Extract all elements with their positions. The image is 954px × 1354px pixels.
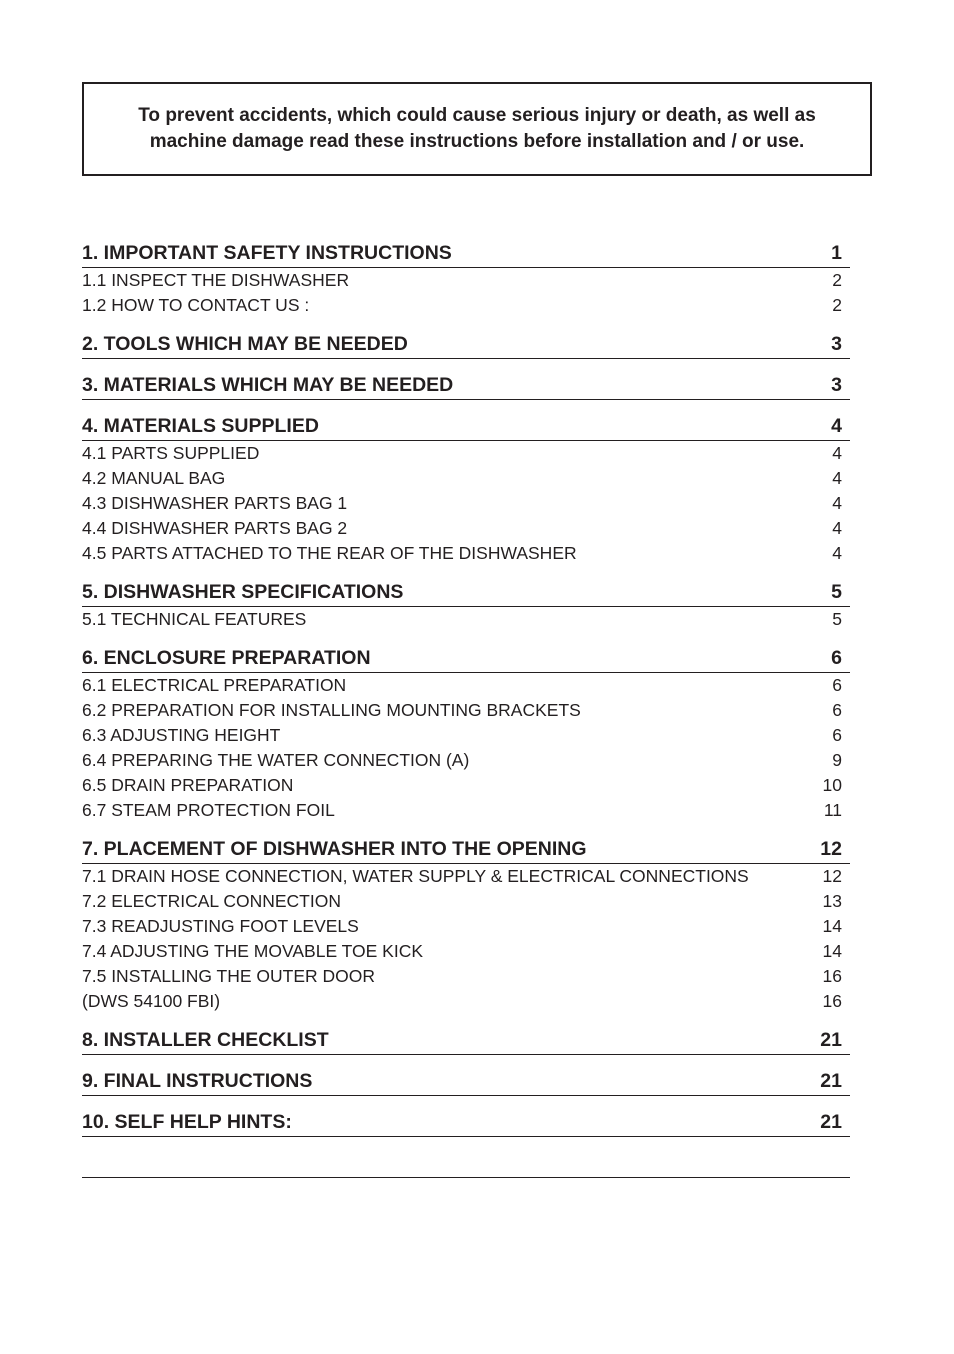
toc-item[interactable] — [82, 541, 850, 566]
toc-item-page: 6 — [832, 700, 842, 720]
toc-item-page: 13 — [822, 891, 842, 911]
toc-item[interactable] — [82, 914, 850, 939]
toc-section — [82, 413, 850, 566]
toc-section — [82, 331, 850, 359]
toc-item-title: 4.4 DISHWASHER PARTS BAG 2 — [82, 518, 348, 538]
toc-section — [82, 1027, 850, 1055]
toc-heading-title: 2. TOOLS WHICH MAY BE NEEDED — [82, 333, 408, 355]
toc-section — [82, 1068, 850, 1096]
toc-heading-title: 5. DISHWASHER SPECIFICATIONS — [82, 581, 404, 603]
toc-item-title: 5.1 TECHNICAL FEATURES — [82, 609, 307, 629]
toc-item-page: 2 — [832, 295, 842, 315]
toc-heading[interactable] — [82, 240, 850, 268]
toc-item[interactable] — [82, 466, 850, 491]
toc-heading-title: 10. SELF HELP HINTS: — [82, 1111, 292, 1133]
toc-item-title: 6.3 ADJUSTING HEIGHT — [82, 725, 281, 745]
toc-item-page: 16 — [822, 991, 842, 1011]
toc-item-page: 11 — [823, 800, 842, 820]
toc-heading-page: 1 — [831, 242, 842, 264]
toc-heading-title: 7. PLACEMENT OF DISHWASHER INTO THE OPENING — [82, 838, 587, 860]
toc-item[interactable] — [82, 773, 850, 798]
toc-item-title: 6.5 DRAIN PREPARATION — [82, 775, 294, 795]
toc-heading-page: 21 — [820, 1111, 842, 1133]
toc-section — [82, 240, 850, 318]
toc-item-page: 10 — [822, 775, 842, 795]
toc-item[interactable] — [82, 864, 850, 889]
toc-heading-title: 4. MATERIALS SUPPLIED — [82, 415, 319, 437]
toc-item-title: 7.1 DRAIN HOSE CONNECTION, WATER SUPPLY & ELECTRICAL CONNECTIONS — [82, 866, 749, 886]
warning-line-2: machine damage read these instructions before installation and / or use. — [149, 131, 805, 152]
toc-item[interactable] — [82, 748, 850, 773]
toc-heading[interactable] — [82, 372, 850, 400]
toc-heading[interactable] — [82, 413, 850, 441]
toc-heading[interactable] — [82, 836, 850, 864]
toc-item-title: 4.3 DISHWASHER PARTS BAG 1 — [82, 493, 348, 513]
toc-heading-title: 1. IMPORTANT SAFETY INSTRUCTIONS — [82, 242, 452, 264]
toc-item[interactable] — [82, 723, 850, 748]
toc-item-title: 6.4 PREPARING THE WATER CONNECTION (A) — [82, 750, 470, 770]
toc-item-page: 6 — [832, 675, 842, 695]
table-of-contents — [82, 240, 850, 1150]
toc-heading-page: 4 — [831, 415, 842, 437]
toc-item-page: 6 — [832, 725, 842, 745]
toc-item-page: 14 — [822, 941, 842, 961]
toc-item-page: 16 — [822, 966, 842, 986]
toc-item[interactable] — [82, 798, 850, 823]
toc-item-title: 7.2 ELECTRICAL CONNECTION — [82, 891, 341, 911]
end-divider — [82, 1177, 850, 1178]
toc-item-title: 7.4 ADJUSTING THE MOVABLE TOE KICK — [82, 941, 424, 961]
toc-heading-title: 3. MATERIALS WHICH MAY BE NEEDED — [82, 374, 454, 396]
safety-warning-box — [82, 82, 872, 176]
toc-heading-title: 8. INSTALLER CHECKLIST — [82, 1029, 329, 1051]
toc-heading-page: 5 — [831, 581, 842, 603]
toc-item[interactable] — [82, 673, 850, 698]
toc-item-title: 4.1 PARTS SUPPLIED — [82, 443, 260, 463]
toc-item-page: 2 — [832, 270, 842, 290]
toc-item-page: 4 — [832, 468, 842, 488]
toc-item-page: 5 — [832, 609, 842, 629]
toc-item[interactable] — [82, 939, 850, 964]
safety-warning-text — [114, 103, 840, 155]
toc-heading[interactable] — [82, 1109, 850, 1137]
toc-item[interactable] — [82, 889, 850, 914]
toc-item-title: 6.2 PREPARATION FOR INSTALLING MOUNTING BRACKETS — [82, 700, 581, 720]
toc-item-title: 1.2 HOW TO CONTACT US : — [82, 295, 310, 315]
toc-heading[interactable] — [82, 579, 850, 607]
toc-item[interactable] — [82, 607, 850, 632]
toc-item-page: 14 — [822, 916, 842, 936]
toc-item[interactable] — [82, 516, 850, 541]
toc-heading[interactable] — [82, 331, 850, 359]
toc-item-page: 9 — [832, 750, 842, 770]
toc-item-page: 4 — [832, 443, 842, 463]
toc-heading-page: 21 — [820, 1070, 842, 1092]
toc-item[interactable] — [82, 989, 850, 1014]
toc-heading-title: 9. FINAL INSTRUCTIONS — [82, 1070, 313, 1092]
warning-line-1: To prevent accidents, which could cause serious injury or death, as well as — [138, 105, 816, 126]
toc-section — [82, 1109, 850, 1137]
toc-section — [82, 836, 850, 1014]
toc-heading-page: 12 — [820, 838, 842, 860]
toc-heading-page: 6 — [831, 647, 842, 669]
toc-item[interactable] — [82, 698, 850, 723]
toc-heading[interactable] — [82, 1027, 850, 1055]
toc-item-title: 6.1 ELECTRICAL PREPARATION — [82, 675, 347, 695]
toc-item[interactable] — [82, 964, 850, 989]
toc-section — [82, 645, 850, 823]
toc-heading-page: 3 — [831, 374, 842, 396]
toc-item-title: 4.2 MANUAL BAG — [82, 468, 226, 488]
toc-heading[interactable] — [82, 645, 850, 673]
toc-item-title: (DWS 54100 FBI) — [82, 991, 221, 1011]
toc-heading-title: 6. ENCLOSURE PREPARATION — [82, 647, 371, 669]
toc-item-title: 7.3 READJUSTING FOOT LEVELS — [82, 916, 359, 936]
toc-section — [82, 579, 850, 632]
toc-item-page: 4 — [832, 493, 842, 513]
toc-item[interactable] — [82, 441, 850, 466]
toc-item-title: 7.5 INSTALLING THE OUTER DOOR — [82, 966, 376, 986]
toc-item[interactable] — [82, 268, 850, 293]
toc-item[interactable] — [82, 491, 850, 516]
toc-heading-page: 21 — [820, 1029, 842, 1051]
toc-item-page: 4 — [832, 518, 842, 538]
toc-item-page: 12 — [822, 866, 842, 886]
toc-item[interactable] — [82, 293, 850, 318]
toc-item-title: 4.5 PARTS ATTACHED TO THE REAR OF THE DISHWASHER — [82, 543, 577, 563]
toc-item-page: 4 — [832, 543, 842, 563]
toc-heading[interactable] — [82, 1068, 850, 1096]
toc-item-title: 6.7 STEAM PROTECTION FOIL — [82, 800, 335, 820]
toc-section — [82, 372, 850, 400]
toc-item-title: 1.1 INSPECT THE DISHWASHER — [82, 270, 350, 290]
toc-heading-page: 3 — [831, 333, 842, 355]
